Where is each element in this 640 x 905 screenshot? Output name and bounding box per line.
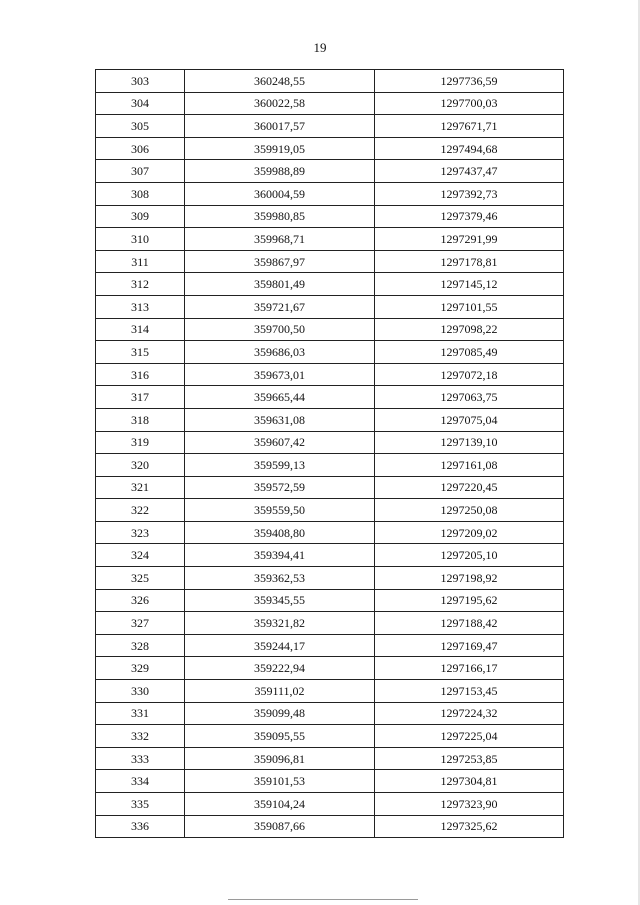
y-coordinate-cell: 1297178,81: [375, 250, 564, 273]
point-number-cell: 335: [96, 793, 185, 816]
x-coordinate-cell: 359988,89: [185, 160, 375, 183]
point-number-cell: 317: [96, 386, 185, 409]
point-number-cell: 307: [96, 160, 185, 183]
x-coordinate-cell: 359673,01: [185, 363, 375, 386]
y-coordinate-cell: 1297253,85: [375, 747, 564, 770]
table-row: [96, 341, 564, 364]
y-coordinate-cell: 1297209,02: [375, 521, 564, 544]
y-coordinate-cell: 1297494,68: [375, 137, 564, 160]
point-number-cell: 305: [96, 115, 185, 138]
y-coordinate-cell: 1297323,90: [375, 793, 564, 816]
y-coordinate-cell: 1297379,46: [375, 205, 564, 228]
y-coordinate-cell: 1297325,62: [375, 815, 564, 838]
y-coordinate-cell: 1297153,45: [375, 680, 564, 703]
y-coordinate-cell: 1297225,04: [375, 725, 564, 748]
x-coordinate-cell: 359607,42: [185, 431, 375, 454]
table-row: [96, 499, 564, 522]
y-coordinate-cell: 1297220,45: [375, 476, 564, 499]
x-coordinate-cell: 359099,48: [185, 702, 375, 725]
point-number-cell: 324: [96, 544, 185, 567]
x-coordinate-cell: 359101,53: [185, 770, 375, 793]
y-coordinate-cell: 1297063,75: [375, 386, 564, 409]
x-coordinate-cell: 359222,94: [185, 657, 375, 680]
y-coordinate-cell: 1297250,08: [375, 499, 564, 522]
table-row: [96, 160, 564, 183]
point-number-cell: 304: [96, 92, 185, 115]
x-coordinate-cell: 359980,85: [185, 205, 375, 228]
point-number-cell: 325: [96, 567, 185, 590]
table-row: [96, 408, 564, 431]
y-coordinate-cell: 1297736,59: [375, 70, 564, 93]
point-number-cell: 312: [96, 273, 185, 296]
y-coordinate-cell: 1297166,17: [375, 657, 564, 680]
y-coordinate-cell: 1297145,12: [375, 273, 564, 296]
x-coordinate-cell: 359095,55: [185, 725, 375, 748]
table-row: [96, 363, 564, 386]
y-coordinate-cell: 1297205,10: [375, 544, 564, 567]
y-coordinate-cell: 1297198,92: [375, 567, 564, 590]
point-number-cell: 309: [96, 205, 185, 228]
x-coordinate-cell: 359394,41: [185, 544, 375, 567]
table-row: [96, 770, 564, 793]
table-row: [96, 205, 564, 228]
point-number-cell: 329: [96, 657, 185, 680]
x-coordinate-cell: 360004,59: [185, 182, 375, 205]
table-row: [96, 567, 564, 590]
x-coordinate-cell: 360248,55: [185, 70, 375, 93]
table-row: [96, 476, 564, 499]
point-number-cell: 334: [96, 770, 185, 793]
x-coordinate-cell: 359665,44: [185, 386, 375, 409]
table-row: [96, 544, 564, 567]
x-coordinate-cell: 359631,08: [185, 408, 375, 431]
x-coordinate-cell: 359087,66: [185, 815, 375, 838]
x-coordinate-cell: 359104,24: [185, 793, 375, 816]
table-row: [96, 612, 564, 635]
table-row: [96, 182, 564, 205]
x-coordinate-cell: 360017,57: [185, 115, 375, 138]
point-number-cell: 328: [96, 634, 185, 657]
y-coordinate-cell: 1297700,03: [375, 92, 564, 115]
table-row: [96, 137, 564, 160]
table-row: [96, 386, 564, 409]
table-row: [96, 228, 564, 251]
point-number-cell: 331: [96, 702, 185, 725]
y-coordinate-cell: 1297098,22: [375, 318, 564, 341]
point-number-cell: 332: [96, 725, 185, 748]
table-row: [96, 454, 564, 477]
point-number-cell: 330: [96, 680, 185, 703]
y-coordinate-cell: 1297195,62: [375, 589, 564, 612]
x-coordinate-cell: 359244,17: [185, 634, 375, 657]
point-number-cell: 326: [96, 589, 185, 612]
x-coordinate-cell: 359919,05: [185, 137, 375, 160]
point-number-cell: 311: [96, 250, 185, 273]
table-row: [96, 680, 564, 703]
x-coordinate-cell: 359408,80: [185, 521, 375, 544]
table-row: [96, 115, 564, 138]
table-row: [96, 273, 564, 296]
x-coordinate-cell: 359096,81: [185, 747, 375, 770]
coordinates-table-body: [96, 70, 564, 838]
x-coordinate-cell: 359559,50: [185, 499, 375, 522]
table-row: [96, 250, 564, 273]
x-coordinate-cell: 359700,50: [185, 318, 375, 341]
y-coordinate-cell: 1297075,04: [375, 408, 564, 431]
x-coordinate-cell: 359801,49: [185, 273, 375, 296]
x-coordinate-cell: 359321,82: [185, 612, 375, 635]
y-coordinate-cell: 1297291,99: [375, 228, 564, 251]
point-number-cell: 336: [96, 815, 185, 838]
point-number-cell: 322: [96, 499, 185, 522]
table-row: [96, 747, 564, 770]
y-coordinate-cell: 1297304,81: [375, 770, 564, 793]
y-coordinate-cell: 1297161,08: [375, 454, 564, 477]
x-coordinate-cell: 359599,13: [185, 454, 375, 477]
point-number-cell: 313: [96, 295, 185, 318]
y-coordinate-cell: 1297224,32: [375, 702, 564, 725]
point-number-cell: 303: [96, 70, 185, 93]
point-number-cell: 333: [96, 747, 185, 770]
point-number-cell: 316: [96, 363, 185, 386]
table-row: [96, 589, 564, 612]
point-number-cell: 323: [96, 521, 185, 544]
table-row: [96, 725, 564, 748]
table-row: [96, 70, 564, 93]
point-number-cell: 314: [96, 318, 185, 341]
point-number-cell: 319: [96, 431, 185, 454]
point-number-cell: 318: [96, 408, 185, 431]
y-coordinate-cell: 1297139,10: [375, 431, 564, 454]
bottom-rule: [228, 899, 418, 900]
point-number-cell: 310: [96, 228, 185, 251]
table-row: [96, 793, 564, 816]
x-coordinate-cell: 359111,02: [185, 680, 375, 703]
table-row: [96, 92, 564, 115]
y-coordinate-cell: 1297085,49: [375, 341, 564, 364]
y-coordinate-cell: 1297072,18: [375, 363, 564, 386]
point-number-cell: 308: [96, 182, 185, 205]
y-coordinate-cell: 1297188,42: [375, 612, 564, 635]
x-coordinate-cell: 359572,59: [185, 476, 375, 499]
x-coordinate-cell: 359968,71: [185, 228, 375, 251]
table-row: [96, 318, 564, 341]
point-number-cell: 315: [96, 341, 185, 364]
table-row: [96, 702, 564, 725]
x-coordinate-cell: 359345,55: [185, 589, 375, 612]
x-coordinate-cell: 360022,58: [185, 92, 375, 115]
y-coordinate-cell: 1297671,71: [375, 115, 564, 138]
y-coordinate-cell: 1297101,55: [375, 295, 564, 318]
x-coordinate-cell: 359362,53: [185, 567, 375, 590]
x-coordinate-cell: 359721,67: [185, 295, 375, 318]
point-number-cell: 327: [96, 612, 185, 635]
table-row: [96, 431, 564, 454]
y-coordinate-cell: 1297437,47: [375, 160, 564, 183]
x-coordinate-cell: 359686,03: [185, 341, 375, 364]
table-row: [96, 815, 564, 838]
y-coordinate-cell: 1297392,73: [375, 182, 564, 205]
y-coordinate-cell: 1297169,47: [375, 634, 564, 657]
point-number-cell: 321: [96, 476, 185, 499]
point-number-cell: 306: [96, 137, 185, 160]
coordinates-table: [95, 69, 564, 838]
page-number: 19: [313, 40, 327, 55]
x-coordinate-cell: 359867,97: [185, 250, 375, 273]
table-row: [96, 634, 564, 657]
table-row: [96, 657, 564, 680]
table-row: [96, 295, 564, 318]
point-number-cell: 320: [96, 454, 185, 477]
table-row: [96, 521, 564, 544]
